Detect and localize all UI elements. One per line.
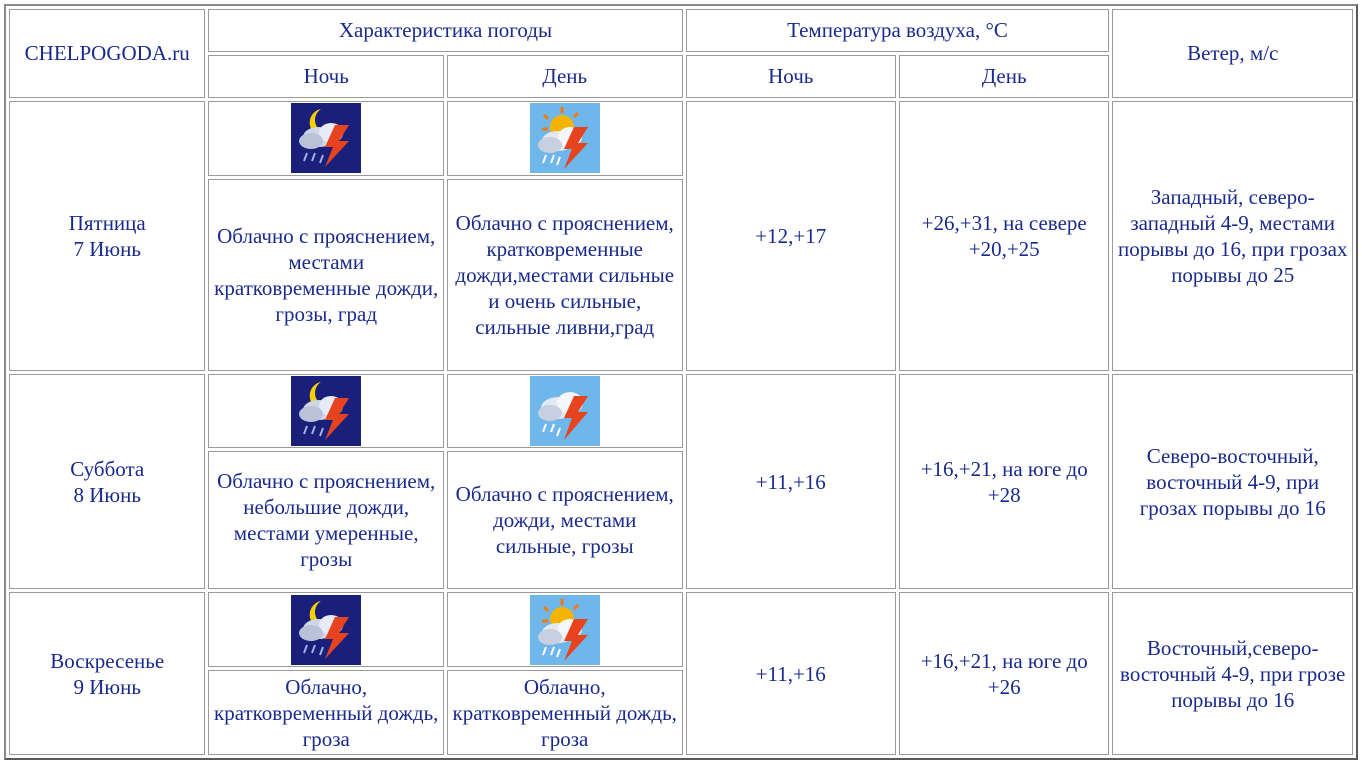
night-desc: Облачно, кратковременный дождь, гроза xyxy=(208,670,444,755)
site-brand[interactable]: CHELPOGODA.ru xyxy=(9,9,205,98)
wind-desc: Западный, северо-западный 4-9, местами порывы до 16, при грозах порывы до 25 xyxy=(1112,101,1353,371)
weekday: Суббота xyxy=(70,456,145,481)
wind-desc: Восточный,северо-восточный 4-9, при грозе порывы до 16 xyxy=(1112,592,1353,755)
night-icon-cell xyxy=(208,101,444,176)
header-temp-night: Ночь xyxy=(686,55,896,98)
night-cloud-thunderstorm-rain-icon xyxy=(291,103,361,173)
table-row xyxy=(9,101,1353,176)
weekday: Воскресенье xyxy=(50,648,165,673)
header-weather-day: День xyxy=(447,55,683,98)
forecast-frame xyxy=(4,4,1358,760)
table-row xyxy=(9,374,1353,449)
weekday: Пятница xyxy=(68,210,146,235)
day-label xyxy=(9,592,205,755)
sun-cloud-thunderstorm-rain-icon xyxy=(530,595,600,665)
day-icon-cell xyxy=(447,592,683,667)
night-cloud-thunderstorm-rain-icon xyxy=(291,376,361,446)
temp-day: +26,+31, на севере +20,+25 xyxy=(899,101,1109,371)
header-temp-day: День xyxy=(899,55,1109,98)
header-weather-characteristic: Характеристика погоды xyxy=(208,9,682,52)
day-label xyxy=(9,101,205,371)
day-label xyxy=(9,374,205,590)
temp-day: +16,+21, на юге до +26 xyxy=(899,592,1109,755)
night-desc: Облачно с прояснением, небольшие дожди, местами умеренные, грозы xyxy=(208,451,444,589)
wind-desc: Северо-восточный, восточный 4-9, при грозах порывы до 16 xyxy=(1112,374,1353,590)
sun-cloud-thunderstorm-rain-icon xyxy=(530,103,600,173)
cloud-thunderstorm-rain-icon xyxy=(530,376,600,446)
day-desc: Облачно, кратковременный дождь, гроза xyxy=(447,670,683,755)
night-icon-cell xyxy=(208,374,444,449)
header-weather-night: Ночь xyxy=(208,55,444,98)
night-icon-cell xyxy=(208,592,444,667)
day-desc: Облачно с прояснением, дожди, местами сильные, грозы xyxy=(447,451,683,589)
night-cloud-thunderstorm-rain-icon xyxy=(291,595,361,665)
temp-night: +11,+16 xyxy=(686,374,896,590)
day-icon-cell xyxy=(447,374,683,449)
temp-night: +11,+16 xyxy=(686,592,896,755)
night-desc: Облачно с прояснением, местами кратковременные дожди, грозы, град xyxy=(208,179,444,371)
date: 9 Июнь xyxy=(73,674,141,699)
day-desc: Облачно с прояснением, кратковременные дожди,местами сильные и очень сильные, сильные ливни,град xyxy=(447,179,683,371)
header-air-temperature: Температура воздуха, °С xyxy=(686,9,1110,52)
date: 7 Июнь xyxy=(73,236,141,261)
forecast-table xyxy=(6,6,1356,758)
table-row xyxy=(9,592,1353,667)
temp-day: +16,+21, на юге до +28 xyxy=(899,374,1109,590)
date: 8 Июнь xyxy=(73,482,141,507)
day-icon-cell xyxy=(447,101,683,176)
temp-night: +12,+17 xyxy=(686,101,896,371)
header-wind: Ветер, м/с xyxy=(1112,9,1353,98)
